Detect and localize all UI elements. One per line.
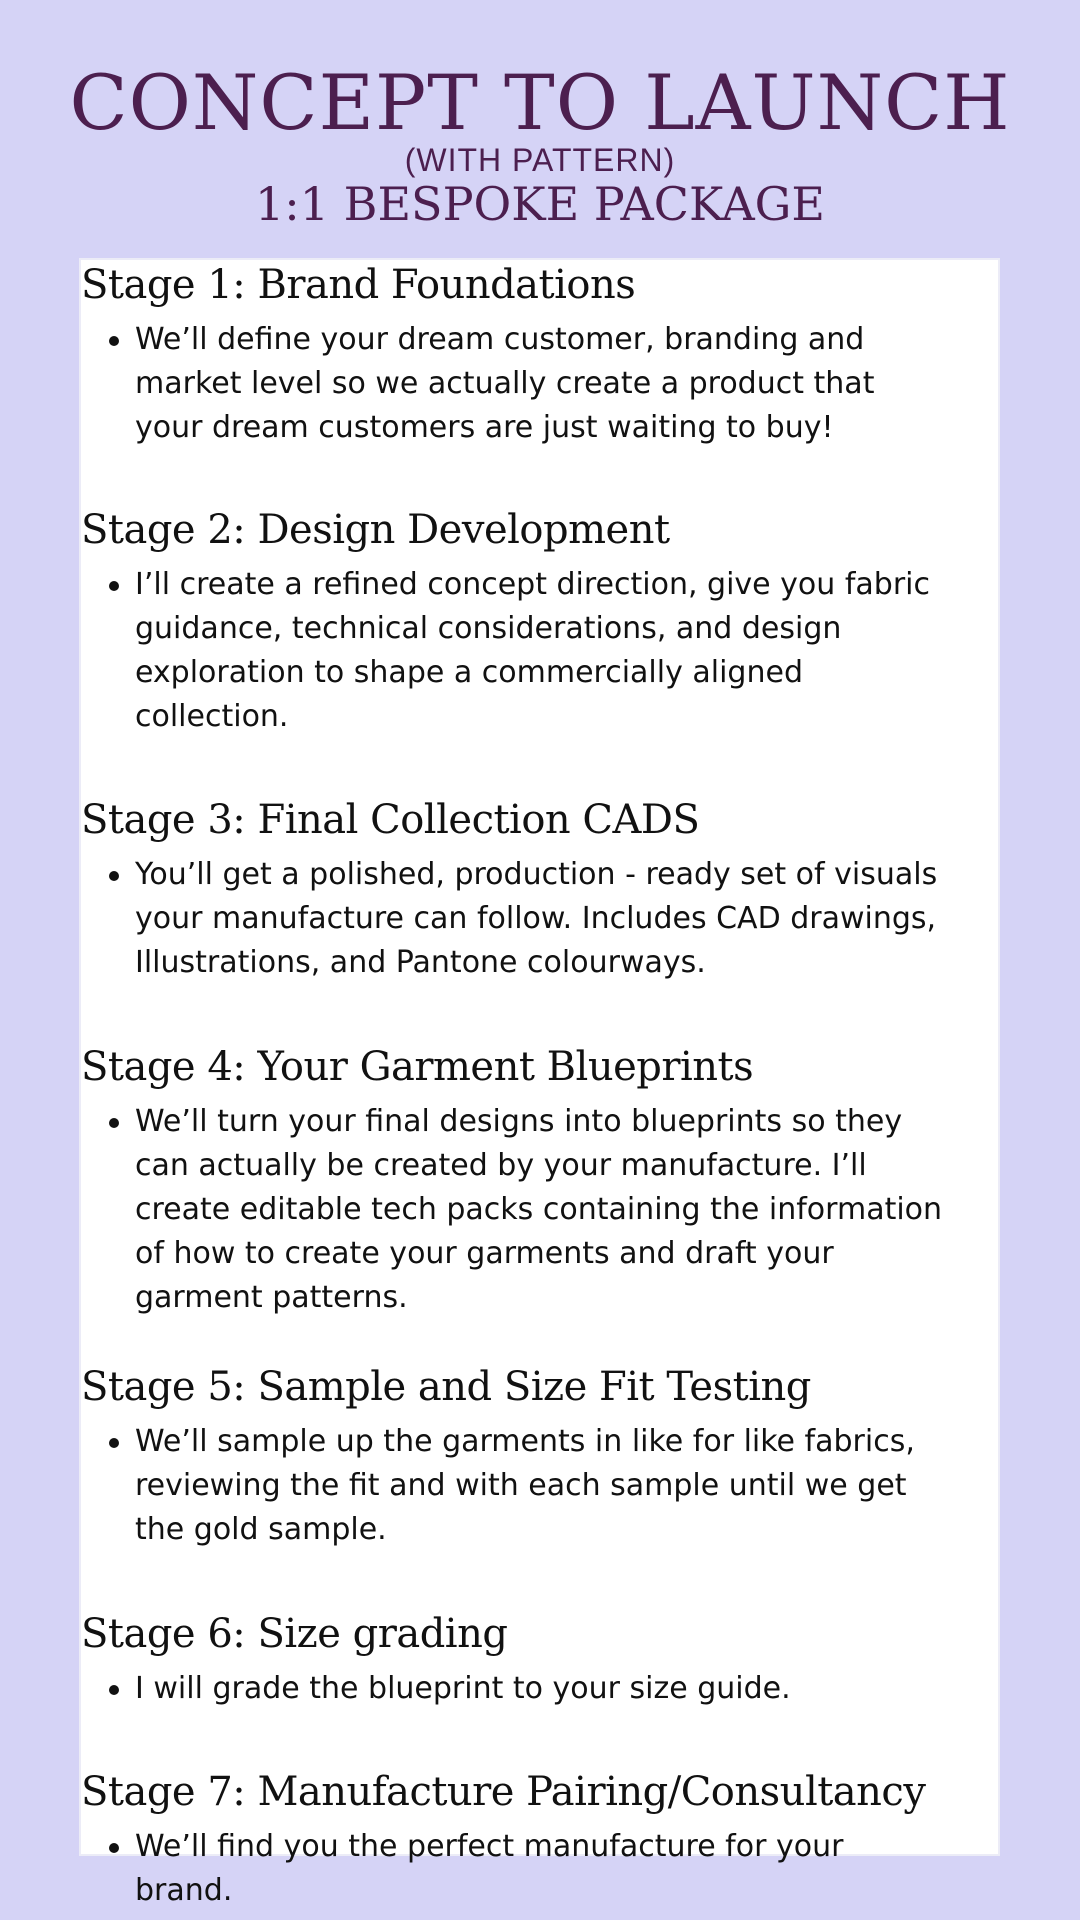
- bullet-dot-icon: [109, 581, 119, 591]
- stage-5: [81, 1362, 1002, 1552]
- bullet-dot-icon: [109, 1685, 119, 1695]
- bullet-dot-icon: [109, 1438, 119, 1448]
- stage-bullet-list: [81, 1420, 1002, 1552]
- bullet-dot-icon: [109, 871, 119, 881]
- stage-4: [81, 1042, 1002, 1320]
- stage-bullet-list: [81, 1825, 1002, 1913]
- stage-bullet-text: We’ll sample up the garments in like for like fabrics, reviewing the fit and with each sample until we get the gold sample.: [135, 1424, 915, 1547]
- stage-6: [81, 1609, 1002, 1711]
- bullet-dot-icon: [109, 336, 119, 346]
- stage-bullet-list: [81, 563, 1002, 739]
- stage-title: Stage 4: Your Garment Blueprints: [81, 1044, 754, 1090]
- stage-bullet-text: We’ll define your dream customer, branding and market level so we actually create a product that your dream customers are just waiting to buy!: [135, 322, 875, 445]
- stage-bullet-list: [81, 853, 1002, 985]
- stage-bullet-text: I will grade the blueprint to your size guide.: [135, 1671, 791, 1706]
- stage-bullet-text: You’ll get a polished, production - ready set of visuals your manufacture can follow. Includes CAD drawings, Illustrations, and Pantone colourways.: [135, 857, 938, 980]
- stage-bullet-list: [81, 1667, 1002, 1711]
- stage-title: Stage 1: Brand Foundations: [81, 262, 636, 308]
- stage-7: [81, 1767, 1002, 1913]
- stage-bullet: [81, 1100, 948, 1320]
- stage-title: Stage 3: Final Collection CADS: [81, 797, 700, 843]
- stages-panel: [79, 258, 1000, 1908]
- page-title: CONCEPT TO LAUNCH: [69, 58, 1011, 147]
- stage-bullet: [81, 563, 948, 739]
- stage-2: [81, 505, 1002, 739]
- bullet-dot-icon: [109, 1843, 119, 1853]
- stage-bullet: [81, 853, 948, 985]
- stage-title: Stage 6: Size grading: [81, 1611, 508, 1657]
- stage-3: [81, 795, 1002, 985]
- package-name: 1:1 BESPOKE PACKAGE: [255, 177, 825, 231]
- stage-bullet-text: We’ll turn your final designs into blueprints so they can actually be created by your manufacture. I’ll create editable tech packs containing the information of how to create your garments and draft your garment patterns.: [135, 1104, 943, 1315]
- stage-bullet: [81, 1825, 948, 1913]
- stage-bullet-list: [81, 318, 1002, 450]
- stage-title: Stage 2: Design Development: [81, 507, 670, 553]
- stage-title: Stage 7: Manufacture Pairing/Consultancy: [81, 1769, 926, 1815]
- stage-bullet-text: I’ll create a refined concept direction, give you fabric guidance, technical considerations, and design exploration to shape a commercially aligned collection.: [135, 567, 930, 734]
- stage-bullet-text: We’ll find you the perfect manufacture for your brand.: [135, 1829, 844, 1908]
- bullet-dot-icon: [109, 1118, 119, 1128]
- stage-bullet: [81, 318, 948, 450]
- stage-bullet: [81, 1420, 948, 1552]
- stage-title: Stage 5: Sample and Size Fit Testing: [81, 1364, 811, 1410]
- stage-bullet: [81, 1667, 948, 1711]
- stage-bullet-list: [81, 1100, 1002, 1320]
- page-subtitle: (WITH PATTERN): [404, 142, 676, 178]
- stage-1: [81, 260, 1002, 450]
